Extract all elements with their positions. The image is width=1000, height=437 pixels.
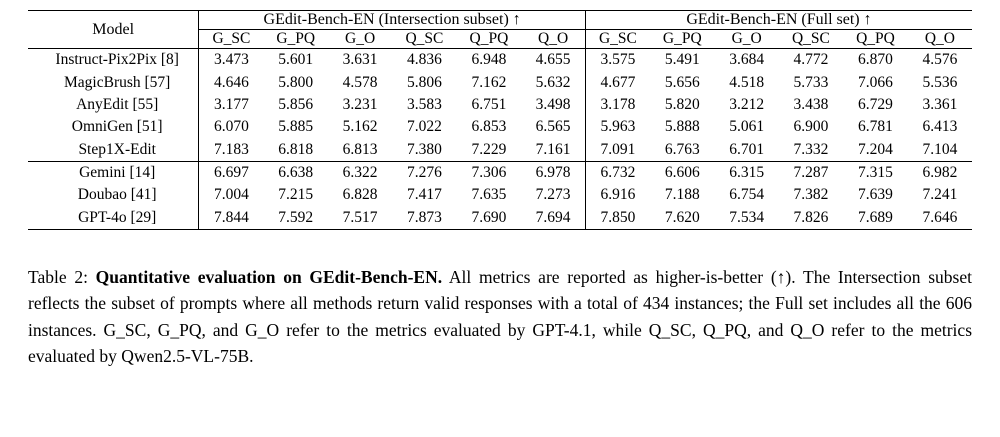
- cell-value: 7.873: [392, 207, 456, 230]
- column-header-metric-2: G_O: [345, 30, 376, 47]
- cell-value: 6.818: [278, 140, 314, 158]
- column-header-metric-11: Q_O: [924, 30, 955, 47]
- cell-value: 3.212: [729, 95, 765, 113]
- cell-value: 7.066: [858, 73, 893, 91]
- row-model-name: MagicBrush [57]: [64, 73, 171, 91]
- cell-value: 6.701: [729, 140, 765, 158]
- cell-value: 7.517: [328, 207, 392, 230]
- caption-body: All metrics are reported as higher-is-better (↑). The Intersection subset reflects the subset of prompts where all methods return valid responses with a total of 434 instances; the Full set includes all the 606 instances. G_SC, G_PQ, and G_O refer to the metrics evaluated by GPT-4.1, while Q_SC, Q_PQ, and Q_O refer to the metrics evaluated by Qwen2.5-VL-75B.: [28, 267, 972, 366]
- cell-value: 5.963: [585, 116, 650, 138]
- cell-value: 6.900: [793, 118, 829, 136]
- cell-value: 7.162: [471, 73, 507, 91]
- cell-value: 3.583: [406, 95, 442, 113]
- cell-value: 6.732: [585, 161, 650, 184]
- column-header-metric-8: G_O: [731, 30, 762, 47]
- cell-value: 6.763: [664, 140, 700, 158]
- row-model-name: Gemini [14]: [28, 161, 199, 184]
- cell-value: 5.800: [278, 73, 314, 91]
- cell-value: 6.948: [457, 49, 522, 72]
- cell-value: 7.635: [471, 186, 507, 204]
- cell-value: 3.498: [535, 95, 571, 113]
- table-row-highlight: [28, 139, 972, 162]
- cell-value: 4.576: [908, 49, 972, 72]
- cell-value: 7.380: [406, 140, 442, 158]
- cell-value: 7.215: [278, 186, 314, 204]
- cell-value: 7.241: [922, 186, 958, 204]
- cell-value: 7.690: [457, 207, 522, 230]
- cell-value: 7.694: [521, 207, 585, 230]
- cell-value: 6.853: [471, 118, 507, 136]
- column-header-metric-6: G_SC: [585, 30, 650, 49]
- cell-value: 7.306: [457, 161, 522, 184]
- table-row: [28, 116, 972, 138]
- cell-value: 4.646: [199, 71, 264, 93]
- cell-value: 5.885: [278, 118, 314, 136]
- cell-value: 7.646: [908, 207, 972, 230]
- cell-value: 3.178: [585, 94, 650, 116]
- column-header-metric-10: Q_PQ: [856, 30, 895, 47]
- results-table: [28, 10, 972, 230]
- table-row: [28, 161, 972, 184]
- cell-value: 5.061: [729, 118, 765, 136]
- cell-value: 6.606: [650, 161, 715, 184]
- column-header-metric-5: Q_O: [538, 30, 569, 47]
- cell-value: 6.813: [342, 140, 378, 158]
- cell-value: 4.655: [521, 49, 585, 72]
- row-model-name: AnyEdit [55]: [76, 95, 159, 113]
- cell-value: 4.772: [779, 49, 843, 72]
- cell-value: 7.188: [664, 186, 700, 204]
- cell-value: 7.161: [535, 140, 571, 158]
- table-row: [28, 94, 972, 116]
- cell-value: 5.491: [650, 49, 715, 72]
- cell-value: 7.826: [779, 207, 843, 230]
- cell-value: 3.575: [585, 49, 650, 72]
- cell-value: 7.689: [843, 207, 908, 230]
- cell-value: 6.322: [328, 161, 392, 184]
- row-model-name: OmniGen [51]: [71, 118, 163, 136]
- table-caption: [28, 264, 972, 369]
- cell-value: 4.836: [392, 49, 456, 72]
- cell-value: 6.315: [715, 161, 779, 184]
- cell-value: 7.639: [858, 186, 893, 204]
- cell-value: 7.850: [585, 207, 650, 230]
- row-model-name: Instruct-Pix2Pix [8]: [28, 49, 199, 72]
- column-header-metric-4: Q_PQ: [469, 30, 509, 47]
- cell-value: 7.534: [715, 207, 779, 230]
- cell-value: 6.565: [535, 118, 571, 136]
- cell-value: 6.697: [199, 161, 264, 184]
- cell-value: 6.828: [342, 186, 378, 204]
- cell-value: 7.382: [793, 186, 829, 204]
- cell-value: 5.820: [664, 95, 700, 113]
- cell-value: 3.361: [922, 95, 958, 113]
- cell-value: 7.183: [199, 139, 264, 162]
- cell-value: 5.888: [664, 118, 700, 136]
- cell-value: 3.438: [793, 95, 829, 113]
- caption-title: Quantitative evaluation on GEdit-Bench-EN.: [95, 267, 443, 287]
- column-header-metric-3: Q_SC: [405, 30, 444, 47]
- column-header-metric-9: Q_SC: [791, 30, 830, 47]
- cell-value: 7.022: [406, 118, 442, 136]
- cell-value: 6.638: [263, 161, 328, 184]
- cell-value: 7.844: [199, 207, 264, 230]
- cell-value: 7.315: [843, 161, 908, 184]
- cell-value: 6.982: [908, 161, 972, 184]
- cell-value: 5.536: [922, 73, 958, 91]
- cell-value: 7.417: [406, 186, 442, 204]
- cell-value: 5.601: [263, 49, 328, 72]
- cell-value: 6.751: [471, 95, 507, 113]
- cell-value: 7.004: [199, 184, 264, 206]
- column-header-metric-0: G_SC: [199, 30, 264, 49]
- cell-value: 6.754: [729, 186, 765, 204]
- caption-label: Table 2:: [28, 267, 88, 287]
- cell-value: 5.733: [793, 73, 829, 91]
- cell-value: 3.177: [199, 94, 264, 116]
- table-row: [28, 184, 972, 206]
- cell-value: 5.162: [342, 118, 378, 136]
- column-group-intersection: GEdit-Bench-EN (Intersection subset) ↑: [199, 11, 586, 30]
- cell-value: 4.518: [729, 73, 765, 91]
- cell-value: 3.231: [342, 95, 378, 113]
- cell-value: 4.578: [342, 73, 378, 91]
- table-body-proprietary-models: [28, 161, 972, 229]
- column-group-fullset: GEdit-Bench-EN (Full set) ↑: [585, 11, 972, 30]
- header-group-row: [28, 11, 972, 30]
- cell-value: 4.677: [585, 71, 650, 93]
- cell-value: 7.204: [858, 140, 893, 158]
- table-row: [28, 207, 972, 230]
- cell-value: 6.413: [922, 118, 958, 136]
- cell-value: 5.632: [535, 73, 571, 91]
- cell-value: 7.620: [650, 207, 715, 230]
- cell-value: 5.856: [278, 95, 314, 113]
- cell-value: 7.276: [392, 161, 456, 184]
- cell-value: 7.273: [535, 186, 571, 204]
- cell-value: 3.473: [199, 49, 264, 72]
- table-row: [28, 71, 972, 93]
- cell-value: 6.781: [858, 118, 893, 136]
- row-model-name: Step1X-Edit: [78, 140, 156, 158]
- column-header-model: Model: [28, 11, 199, 49]
- cell-value: 7.091: [585, 139, 650, 162]
- column-header-metric-1: G_PQ: [276, 30, 316, 47]
- cell-value: 3.631: [328, 49, 392, 72]
- table-body-open-models: [28, 49, 972, 162]
- cell-value: 6.916: [585, 184, 650, 206]
- cell-value: 5.656: [664, 73, 700, 91]
- cell-value: 6.729: [858, 95, 893, 113]
- cell-value: 6.870: [843, 49, 908, 72]
- row-model-name: Doubao [41]: [77, 186, 157, 204]
- cell-value: 7.332: [793, 140, 829, 158]
- table-row: [28, 49, 972, 72]
- table-header: [28, 11, 972, 49]
- cell-value: 7.287: [779, 161, 843, 184]
- cell-value: 7.104: [922, 140, 958, 158]
- column-header-metric-7: G_PQ: [662, 30, 702, 47]
- cell-value: 7.229: [471, 140, 507, 158]
- row-model-name: GPT-4o [29]: [28, 207, 199, 230]
- cell-value: 6.070: [199, 116, 264, 138]
- cell-value: 3.684: [715, 49, 779, 72]
- cell-value: 7.592: [263, 207, 328, 230]
- cell-value: 6.978: [521, 161, 585, 184]
- cell-value: 5.806: [406, 73, 442, 91]
